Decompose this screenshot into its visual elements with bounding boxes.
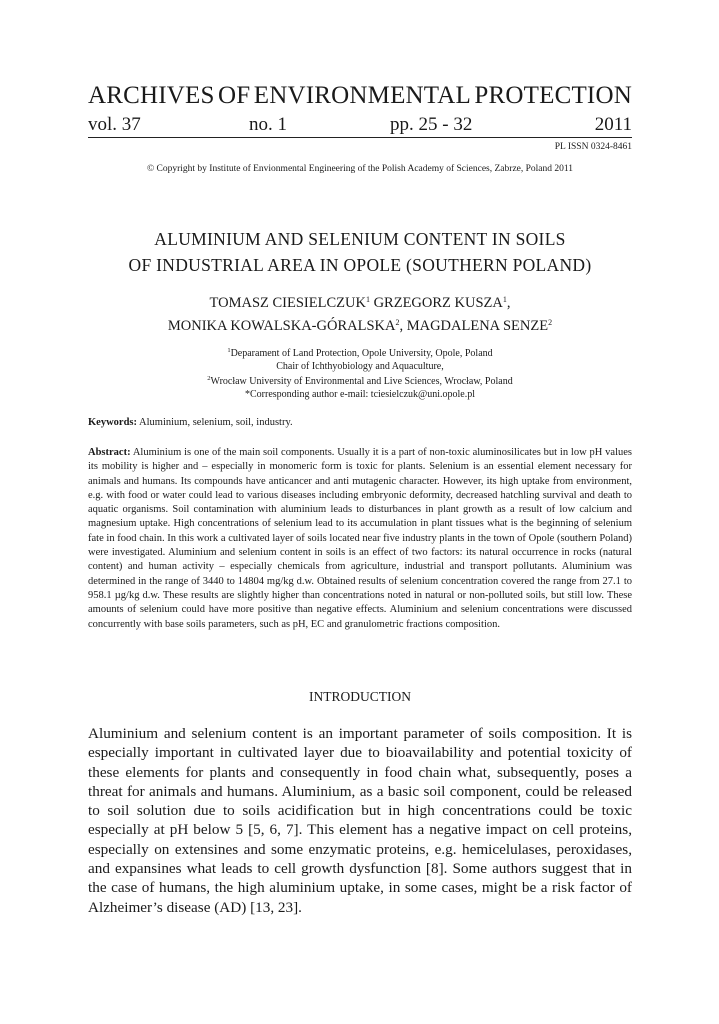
author-affiliation-mark: 2	[548, 318, 553, 327]
affiliation-text: Wrocław University of Environmental and Live Sciences, Wrocław, Poland	[210, 376, 513, 388]
author-affiliation-mark: 2	[395, 318, 400, 327]
affiliation-mark: 1	[227, 347, 231, 354]
journal-title	[88, 82, 632, 110]
keywords-label: Keywords:	[88, 417, 137, 428]
author-list	[88, 290, 632, 336]
article-title	[88, 226, 632, 278]
journal-title-word: OF	[218, 82, 251, 109]
issue-number: no. 1	[249, 114, 287, 135]
author-affiliation-mark: 1	[365, 295, 370, 304]
article-title-line: ALUMINIUM AND SELENIUM CONTENT IN SOILS	[154, 229, 566, 249]
author-name: MONIKA KOWALSKA-GÓRALSKA	[167, 318, 396, 334]
section-heading-introduction: INTRODUCTION	[309, 689, 411, 704]
author-name: MAGDALENA SENZE	[406, 318, 549, 334]
abstract-label: Abstract:	[88, 447, 131, 458]
author-name: TOMASZ CIESIELCZUK	[209, 295, 366, 311]
copyright-notice: © Copyright by Institute of Envionmental Engineering of the Polish Academy of Sciences, Zabrze, Poland 2011	[146, 164, 574, 174]
affiliation-mark: 2	[207, 375, 211, 383]
author-line: MONIKA KOWALSKA-GÓRALSKA$^2$, MAGDALENA SENZE$^2$	[167, 318, 553, 334]
journal-title-word: ENVIRONMENTAL	[253, 82, 472, 109]
journal-title-word: ARCHIVES	[88, 82, 215, 109]
abstract	[88, 446, 632, 632]
keywords	[88, 416, 632, 429]
keywords-text: Aluminium, selenium, soil, industry.	[139, 417, 293, 428]
affiliations	[88, 345, 632, 401]
issue-line	[88, 114, 632, 138]
volume: vol. 37	[88, 114, 141, 135]
author-name: GRZEGORZ KUSZA	[373, 295, 503, 311]
author-line: TOMASZ CIESIELCZUK$^1$ GRZEGORZ KUSZA$^1$,	[209, 295, 511, 311]
author-affiliation-mark: 1	[502, 295, 507, 304]
year: 2011	[594, 114, 632, 135]
affiliation-text: Deparament of Land Protection, Opole University, Opole, Poland	[230, 348, 493, 359]
affiliation-line	[88, 373, 632, 389]
article-title-line: OF INDUSTRIAL AREA IN OPOLE (SOUTHERN POLAND)	[128, 255, 592, 275]
affiliation-line	[88, 345, 632, 361]
corresponding-author: *Corresponding author e-mail: tciesielczuk@uni.opole.pl	[245, 388, 475, 400]
abstract-text: Aluminium is one of the main soil components. Usually it is a part of non-toxic aluminosilicates but in low pH values its mobility is higher and – especially in monomeric form is toxic for plants. Selenium is an essential element necessary for animals and humans. Its compounds have anticancer and anti mutagenic character. However, its high uptake from environment, e.g. with food or water could lead to various diseases including embryonic deformity, decreased hatchling survival and death to aquatic organisms. Soil contamination with aluminium leads to disturbances in plant growth as a result of low calcium and magnesium uptake. High concentrations of selenium lead to its accumulation in plant tissues what is the beginning of selenium fate in food chain. In this work a cultivated layer of soils located near five industry plants in the town of Opole (southern Poland) were investigated. Aluminium and selenium content in soils is an effect of two factors: its natural occurrence in rocks (natural content) and human activity – especially chemicals from agriculture, industrial and transport pollutants. Aluminium was determined in the range of 3440 to 14804 mg/kg d.w. Obtained results of selenium concentration covered the range from 27.1 to 958.1 µg/kg d.w. These results are slightly higher than concentrations noted in natural or non-polluted soils, but still low. These amounts of selenium could have more positive than negative effects. Aluminium and selenium concentrations were discussed concurrently with base soils parameters, such as pH, EC and granulometric fractions composition.	[88, 447, 633, 630]
introduction-paragraph: Aluminium and selenium content is an important parameter of soils composition. It is especially important in cultivated layer due to bioavailability and potential toxicity of these elements for plants and consequently in food chain what, subsequently, poses a threat for animals and humans. Aluminium, as a basic soil component, could be released to soil solution due to soils acidification but in high concentrations could be toxic especially at pH below 5 [5, 6, 7]. This element has a negative impact on cell proteins, especially on extensines and some enzymatic proteins, e.g. hemicelulases, peroxidases, and expansines what leads to cell growth dysfunction [8]. Some authors suggest that in the case of humans, the high aluminium uptake, in some cases, might be a risk factor of Alzheimer’s disease (AD) [13, 23].	[88, 725, 632, 916]
affiliation-line: Chair of Ichthyobiology and Aquaculture,	[276, 360, 444, 372]
page-range: pp. 25 - 32	[390, 114, 473, 135]
journal-title-word: PROTECTION	[474, 82, 632, 109]
issn: PL ISSN 0324-8461	[554, 142, 632, 152]
